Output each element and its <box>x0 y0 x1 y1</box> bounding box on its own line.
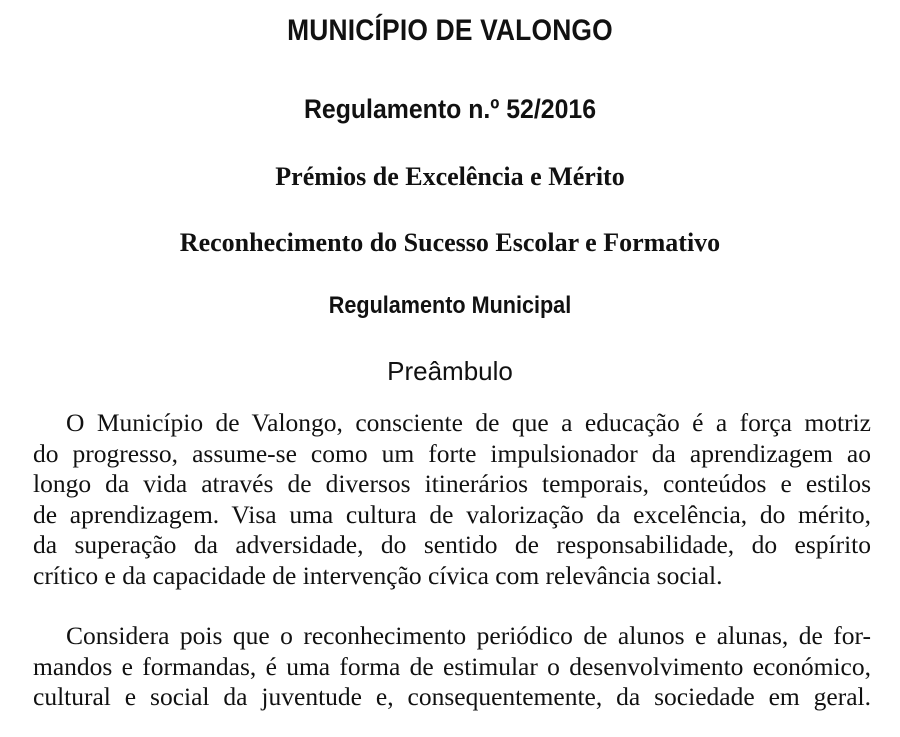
municipality-title: MUNICÍPIO DE VALONGO <box>287 14 613 47</box>
municipal-regulation-heading: Regulamento Municipal <box>328 292 572 319</box>
preamble-paragraph-2 <box>33 621 871 713</box>
preamble-paragraph-1 <box>33 408 871 591</box>
paragraph-line: crítico e da capacidade de intervenção cívica com relevância social. <box>33 560 723 590</box>
paragraph-line: cultural e social da juventude e, consequentemente, da sociedade em geral. <box>33 682 871 711</box>
awards-title: Prémios de Excelência e Mérito <box>275 162 625 191</box>
paragraph-line: do progresso, assume-se como um forte impulsionador da aprendizagem ao <box>33 438 871 468</box>
paragraph-line: Considera pois que o reconhecimento periódico de alunos e alunas, de for- <box>66 621 871 650</box>
recognition-title: Reconhecimento do Sucesso Escolar e Formativo <box>179 228 721 257</box>
preamble-heading: Preâmbulo <box>387 356 513 386</box>
paragraph-line: O Município de Valongo, consciente de que a educação é a força motriz <box>66 408 871 437</box>
paragraph-line: mandos e formandas, é uma forma de estimular o desenvolvimento económico, <box>33 651 871 681</box>
paragraph-line: de aprendizagem. Visa uma cultura de valorização da excelência, do mérito, <box>33 499 871 529</box>
regulation-number: Regulamento n.º 52/2016 <box>303 94 597 124</box>
paragraph-line: da superação da adversidade, do sentido de responsabilidade, do espírito <box>33 530 871 559</box>
paragraph-line: longo da vida através de diversos itinerários temporais, conteúdos e estilos <box>33 469 871 498</box>
